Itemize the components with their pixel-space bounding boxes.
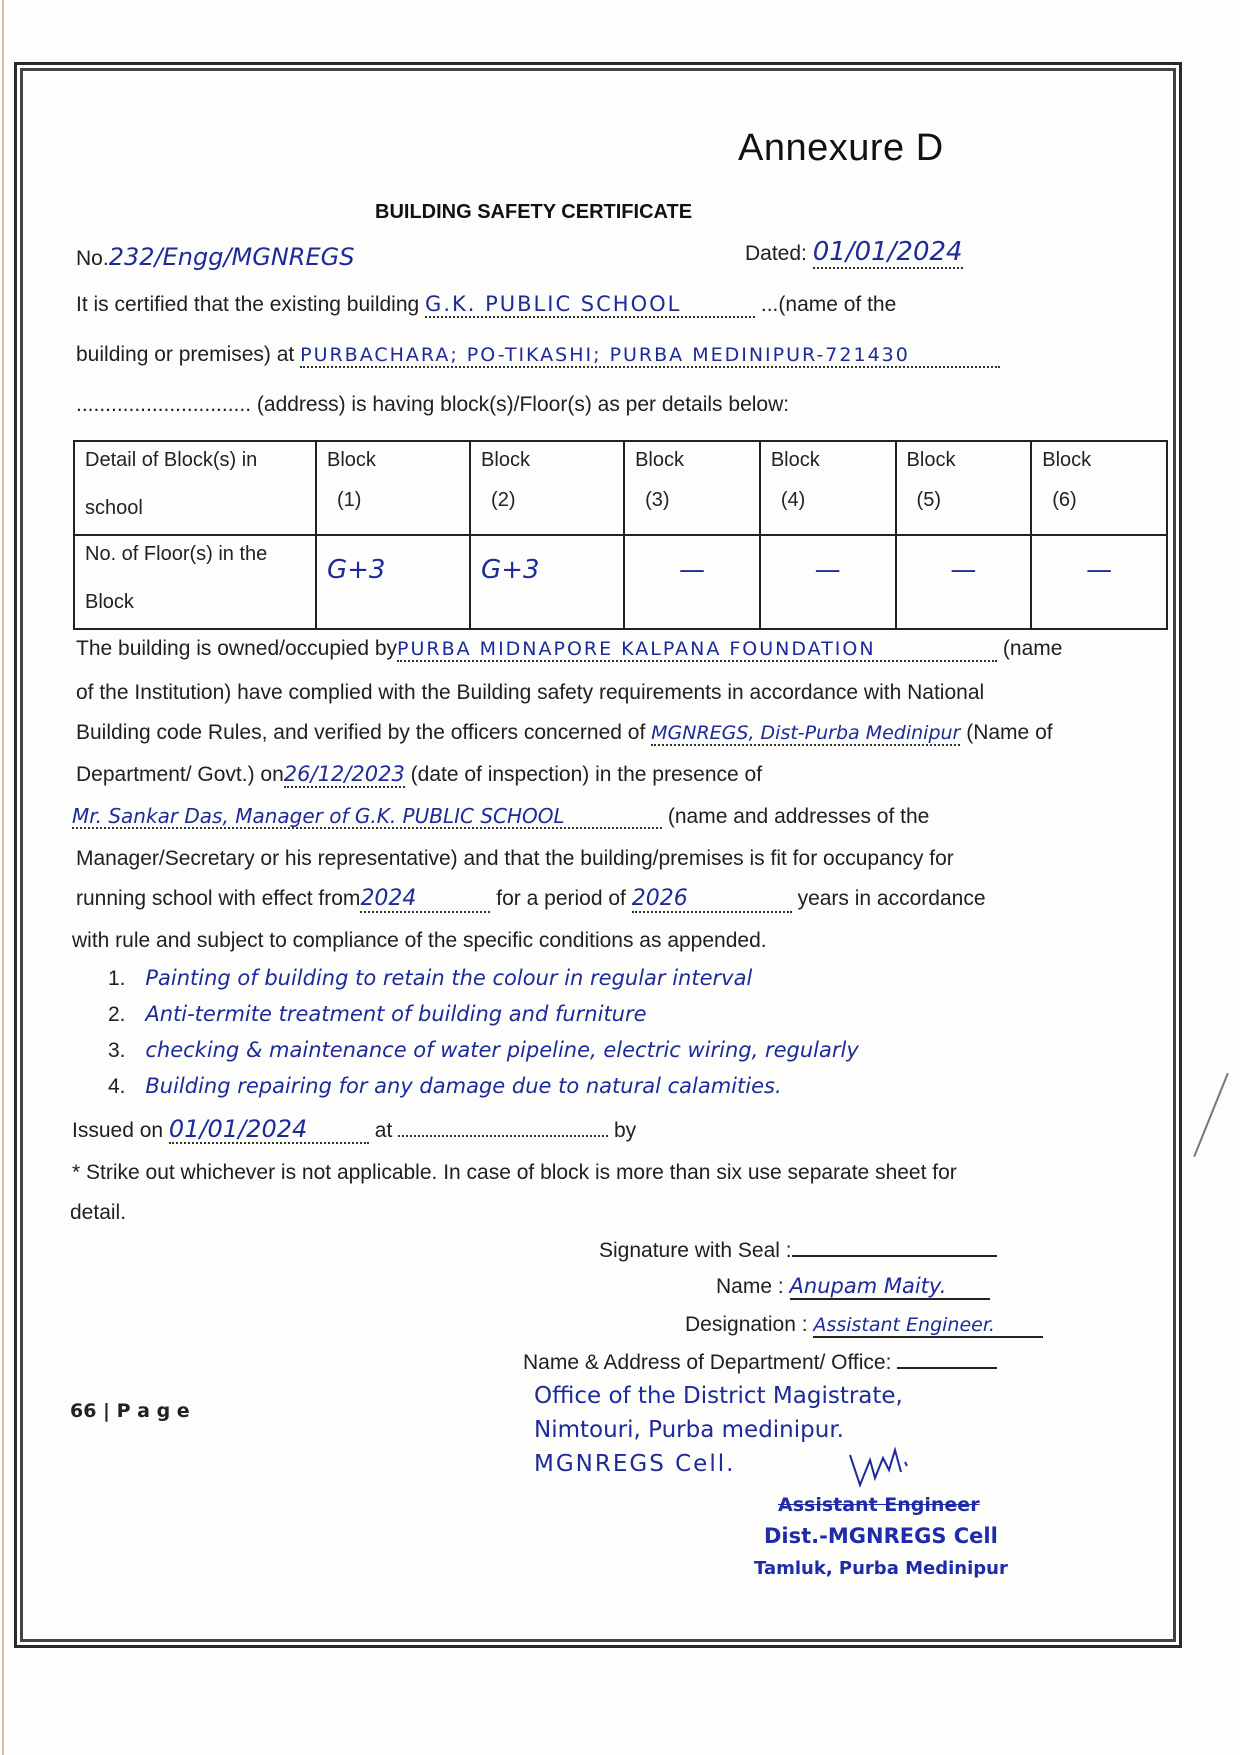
blocks-table	[73, 440, 1168, 630]
header-label-cell	[74, 441, 316, 535]
inspection-date: 26/12/2023	[284, 763, 405, 788]
line3-suffix: (Name of	[966, 721, 1053, 744]
block-header-4	[760, 441, 896, 535]
issued-line	[72, 1116, 636, 1144]
dept-address-3: MGNREGS Cell.	[534, 1451, 736, 1477]
owned-prefix: The building is owned/occupied by	[76, 637, 398, 660]
number-value: 232/Engg/MGNREGS	[108, 243, 355, 271]
signature-designation	[685, 1312, 1043, 1338]
line3-text: (address) is having block(s)/Floor(s) as per details below:	[256, 393, 790, 416]
certificate-number	[76, 244, 354, 271]
period: 2026	[632, 887, 792, 913]
floors-block-1	[316, 535, 470, 629]
line2-prefix: building or premises) at	[76, 343, 295, 366]
line5-suffix: (name and addresses of the	[667, 805, 930, 828]
number-label: No.	[76, 247, 109, 270]
line1-suffix: ...(name of the	[760, 293, 897, 316]
owned-line-1	[76, 636, 1062, 662]
designation-label: Designation :	[685, 1313, 808, 1336]
dept-address-2: Nimtouri, Purba medinipur.	[534, 1417, 844, 1443]
signature-name	[716, 1274, 990, 1300]
issued-by: by	[613, 1119, 637, 1142]
condition-num: 3.	[108, 1039, 126, 1062]
block-num: (2)	[491, 489, 516, 511]
floors-block-5	[896, 535, 1032, 629]
floor-value: G+3	[481, 555, 540, 585]
block-num: (5)	[916, 489, 941, 511]
block-header-2	[470, 441, 624, 535]
block-label: Block	[906, 449, 956, 471]
condition-text: Painting of building to retain the colour in regular interval	[145, 966, 753, 990]
line4-suffix: (date of inspection) in the presence of	[410, 763, 763, 786]
page-number: 66 | P a g e	[70, 1400, 190, 1422]
issued-at-blank	[398, 1135, 608, 1137]
dept-line	[897, 1367, 997, 1369]
annexure-title: Annexure D	[738, 127, 944, 169]
condition-num: 1.	[108, 967, 126, 990]
owned-suffix: (name	[1002, 637, 1063, 660]
floors-label-2: Block	[85, 591, 134, 613]
name-label: Name :	[716, 1275, 784, 1298]
issued-date: 01/01/2024	[169, 1116, 369, 1144]
dept-address-1: Office of the District Magistrate,	[534, 1383, 903, 1409]
block-num: (4)	[780, 489, 806, 511]
block-label: Block	[327, 449, 376, 471]
body-line-1	[76, 292, 896, 318]
owned-line-2: of the Institution) have complied with the Building safety requirements in accordance with National	[76, 681, 985, 704]
presence-name: Mr. Sankar Das, Manager of G.K. PUBLIC SCHOOL	[72, 805, 662, 829]
floor-value: —	[814, 555, 841, 585]
certificate-title: BUILDING SAFETY CERTIFICATE	[375, 201, 693, 223]
line7-suffix: years in accordance	[797, 887, 986, 910]
condition-num: 2.	[108, 1003, 126, 1026]
line3-prefix: Building code Rules, and verified by the officers concerned of	[76, 721, 646, 744]
floors-label: No. of Floor(s) in the	[85, 543, 268, 565]
owned-line-3	[76, 720, 1053, 746]
block-label: Block	[1042, 449, 1092, 471]
block-num: (6)	[1052, 489, 1077, 511]
floor-value: —	[678, 555, 705, 585]
effect-from: 2024	[360, 887, 490, 913]
line4-prefix: Department/ Govt.) on	[76, 763, 284, 786]
department-name: MGNREGS, Dist-Purba Medinipur	[651, 722, 961, 744]
owned-line-7	[76, 886, 986, 913]
block-num: (1)	[337, 489, 362, 511]
condition-text: Building repairing for any damage due to natural calamities.	[145, 1074, 782, 1098]
condition-num: 4.	[108, 1075, 126, 1098]
owner-name: PURBA MIDNAPORE KALPANA FOUNDATION	[397, 639, 997, 662]
floors-label-cell	[74, 535, 316, 629]
owned-line-8: with rule and subject to compliance of the specific conditions as appended.	[72, 929, 767, 952]
body-line-3	[76, 392, 789, 417]
scan-edge	[2, 0, 4, 1755]
owned-line-5	[72, 804, 929, 829]
condition-3	[108, 1038, 859, 1063]
line3-dots: ..............................	[76, 393, 252, 416]
stamp-line-1: Assistant Engineer	[778, 1494, 980, 1516]
block-header-5	[896, 441, 1032, 535]
block-header-6	[1031, 441, 1167, 535]
line7-mid: for a period of	[496, 887, 626, 910]
condition-1	[108, 966, 752, 991]
dated	[745, 238, 963, 269]
owned-line-6: Manager/Secretary or his representative) and that the building/premises is fit for occupancy for	[76, 847, 954, 870]
floors-block-6	[1031, 535, 1167, 629]
dated-label: Dated:	[745, 242, 807, 265]
issued-at: at	[374, 1119, 393, 1142]
signature-dept	[523, 1350, 997, 1375]
line1-prefix: It is certified that the existing building	[76, 293, 420, 316]
seal-label: Signature with Seal :	[599, 1239, 792, 1262]
stamp-line-3: Tamluk, Purba Medinipur	[754, 1558, 1008, 1579]
condition-text: checking & maintenance of water pipeline, electric wiring, regularly	[145, 1038, 859, 1062]
line7-prefix: running school with effect from	[76, 887, 361, 910]
issued-prefix: Issued on	[72, 1119, 164, 1142]
body-line-2	[76, 342, 1000, 368]
note-line-2: detail.	[70, 1201, 127, 1224]
floor-value: —	[1086, 555, 1113, 585]
dept-label: Name & Address of Department/ Office:	[523, 1351, 892, 1374]
table-header-row	[74, 441, 1167, 535]
header-label-2: school	[85, 497, 143, 519]
name-value: Anupam Maity.	[790, 1275, 990, 1300]
building-address: PURBACHARA; PO-TIKASHI; PURBA MEDINIPUR-721430	[300, 345, 1000, 368]
owned-line-4	[76, 762, 762, 788]
dated-value: 01/01/2024	[812, 237, 963, 267]
condition-4	[108, 1074, 782, 1099]
block-label: Block	[770, 449, 820, 471]
block-num: (3)	[645, 489, 670, 511]
building-name: G.K. PUBLIC SCHOOL	[425, 293, 755, 318]
seal-line	[792, 1255, 997, 1257]
table-floors-row	[74, 535, 1167, 629]
note-line-1: * Strike out whichever is not applicable. In case of block is more than six use separate sheet for	[72, 1161, 957, 1184]
block-header-3	[624, 441, 760, 535]
block-label: Block	[635, 449, 684, 471]
condition-2	[108, 1002, 647, 1027]
floors-block-4	[760, 535, 896, 629]
floor-value: G+3	[327, 555, 386, 585]
block-header-1	[316, 441, 470, 535]
designation-value: Assistant Engineer.	[813, 1315, 1043, 1338]
floor-value: —	[950, 555, 977, 585]
condition-text: Anti-termite treatment of building and furniture	[145, 1002, 647, 1026]
floors-block-3	[624, 535, 760, 629]
signature-seal	[599, 1238, 997, 1263]
stamp-line-2: Dist.-MGNREGS Cell	[764, 1524, 998, 1548]
header-label: Detail of Block(s) in	[85, 449, 258, 471]
handwritten-signature	[845, 1440, 925, 1490]
floors-block-2	[470, 535, 624, 629]
block-label: Block	[481, 449, 530, 471]
stray-mark	[1193, 1073, 1229, 1157]
